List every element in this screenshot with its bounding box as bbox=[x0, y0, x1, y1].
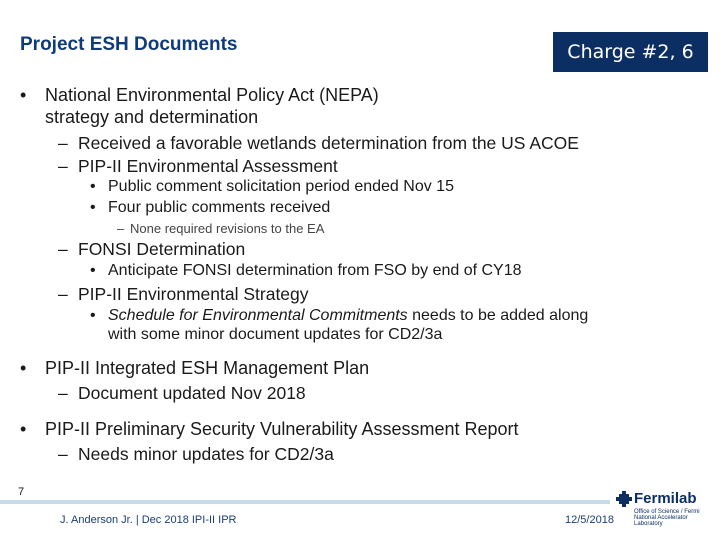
bullet-marker: • bbox=[90, 262, 96, 279]
schedule-italic: Schedule for Environmental Commitments bbox=[108, 307, 408, 324]
bullet-2-sub-1: Document updated Nov 2018 bbox=[78, 383, 306, 403]
dash-marker: – bbox=[58, 239, 68, 259]
bullet-1-sub-3-a: Anticipate FONSI determination from FSO by end of CY18 bbox=[108, 262, 522, 279]
dash-marker: – bbox=[58, 133, 68, 153]
bullet-1-sub-2-b-i: None required revisions to the EA bbox=[130, 221, 325, 236]
bullet-1-sub-3: FONSI Determination bbox=[78, 239, 246, 259]
page-title: Project ESH Documents bbox=[20, 34, 238, 55]
dash-marker: – bbox=[58, 156, 68, 176]
bullet-1-sub-1: Received a favorable wetlands determination from the US ACOE bbox=[78, 133, 579, 153]
bullet-2: PIP-II Integrated ESH Management Plan bbox=[45, 358, 370, 378]
bullet-3: PIP-II Preliminary Security Vulnerability Assessment Report bbox=[45, 419, 519, 439]
fermilab-logo-subtitle: Office of Science / Fermi National Accelerator Laboratory bbox=[634, 509, 700, 527]
footer-author: J. Anderson Jr. | Dec 2018 IPI-II IPR bbox=[60, 514, 237, 526]
bullet-1-sub-2: PIP-II Environmental Assessment bbox=[78, 156, 338, 176]
bullet-1-line2: strategy and determination bbox=[45, 107, 259, 127]
bullet-marker: • bbox=[90, 178, 96, 195]
bullet-1-sub-4-a-line2: with some minor document updates for CD2/3a bbox=[108, 326, 443, 343]
bullet-1-sub-4: PIP-II Environmental Strategy bbox=[78, 284, 309, 304]
page-number: 7 bbox=[18, 486, 25, 498]
bullet-1-sub-2-a: Public comment solicitation period ended Nov 15 bbox=[108, 178, 454, 195]
bullet-marker: • bbox=[90, 199, 96, 216]
schedule-rest: needs to be added along bbox=[407, 307, 589, 324]
charge-label: Charge #2, 6 bbox=[553, 32, 708, 72]
footer-date: 12/5/2018 bbox=[565, 514, 614, 526]
dash-marker: – bbox=[58, 284, 68, 304]
bullet-1-line1: National Environmental Policy Act (NEPA) bbox=[45, 85, 379, 105]
dash-marker: – bbox=[117, 221, 125, 236]
fermilab-logo-icon bbox=[616, 491, 632, 507]
fermilab-logo-text: Fermilab bbox=[634, 490, 697, 507]
bullet-marker: • bbox=[90, 307, 96, 324]
footer-divider bbox=[0, 500, 610, 504]
bullet-marker: • bbox=[20, 419, 27, 439]
bullet-1-sub-2-b: Four public comments received bbox=[108, 199, 331, 216]
bullet-marker: • bbox=[20, 358, 27, 378]
bullet-3-sub-1: Needs minor updates for CD2/3a bbox=[78, 444, 334, 464]
dash-marker: – bbox=[58, 383, 68, 403]
dash-marker: – bbox=[58, 444, 68, 464]
bullet-marker: • bbox=[20, 85, 27, 105]
